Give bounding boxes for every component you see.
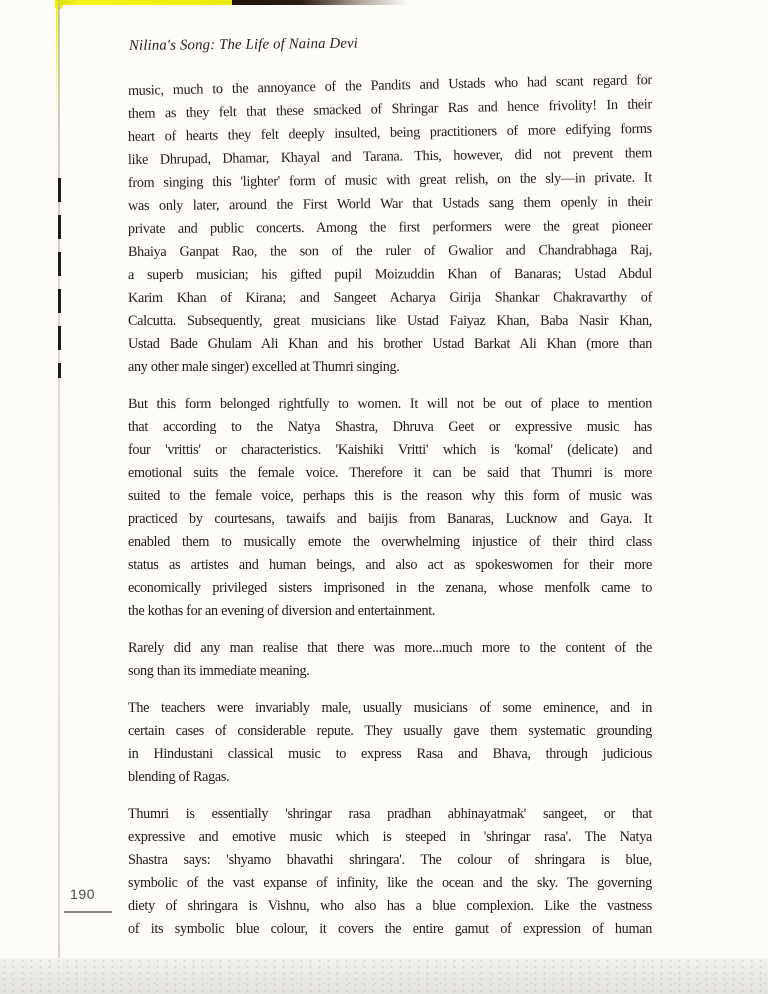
text-line: Karim Khan of Kirana; and Sangeet Acharya Girija Shankar Chakravarthy of: [127, 289, 653, 306]
text-line: heart of hearts they felt deeply insulted, being practitioners of more edifying forms: [127, 120, 653, 145]
text-line: Rarely did any man realise that there was more...much more to the content of the: [128, 640, 652, 656]
text-line: private and public concerts. Among the first performers were the great pioneer: [127, 217, 653, 237]
text-line: emotional suits the female voice. Therefore it can be said that Thumri is more: [128, 465, 652, 481]
text-line: Thumri is essentially 'shringar rasa pradhan abhinayatmak' sangeet, or that: [128, 806, 652, 822]
text-line: practiced by courtesans, tawaifs and baijis from Banaras, Lucknow and Gaya. It: [128, 511, 652, 527]
text-line: music, much to the annoyance of the Pandits and Ustads who had scant regard for: [127, 72, 653, 99]
text-line: certain cases of considerable repute. They usually gave them systematic grounding: [128, 723, 652, 739]
cover-edge-dark-strip: [232, 0, 407, 5]
text-line: economically privileged sisters imprisoned in the zenana, whose menfolk came to: [128, 580, 652, 596]
page-number-rule: [64, 911, 112, 913]
text-line: symbolic of the vast expanse of infinity, like the ocean and the sky. The governing: [128, 875, 652, 891]
text-line: a superb musician; his gifted pupil Moizuddin Khan of Banaras; Ustad Abdul: [127, 265, 653, 283]
text-line: blending of Ragas.: [128, 769, 230, 785]
running-header: Nilina's Song: The Life of Naina Devi: [128, 35, 359, 54]
text-line: like Dhrupad, Dhamar, Khayal and Tarana. This, however, did not prevent them: [127, 145, 653, 168]
text-line: the kothas for an evening of diversion and entertainment.: [128, 603, 436, 619]
text-line: The teachers were invariably male, usually musicians of some eminence, and in: [128, 700, 652, 716]
text-line: But this form belonged rightfully to women. It will not be out of place to mention: [127, 395, 653, 412]
text-line: them as they felt that these smacked of Shringar Ras and hence frivolity! In their: [127, 96, 653, 122]
text-line: song than its immediate meaning.: [128, 663, 310, 679]
text-line: status as artistes and human beings, and also act as spokeswomen for their more: [128, 557, 652, 573]
page-number-block: [64, 886, 116, 913]
paragraph: [127, 72, 653, 379]
text-line: Calcutta. Subsequently, great musicians like Ustad Faiyaz Khan, Baba Nasir Khan,: [128, 313, 652, 329]
body-text: [127, 72, 653, 955]
paragraph: [128, 393, 652, 623]
text-line: in Hindustani classical music to express Rasa and Bhava, through judicious: [128, 746, 652, 762]
text-line: of its symbolic blue colour, it covers the entire gamut of expression of human: [128, 921, 652, 937]
text-line: expressive and emotive music which is steeped in 'shringar rasa'. The Natya: [128, 829, 652, 845]
page-fold-dashes: [58, 178, 61, 378]
text-line: suited to the female voice, perhaps this is the reason why this form of music was: [128, 488, 652, 504]
text-line: Bhaiya Ganpat Rao, the son of the ruler of Gwalior and Chandrabhaga Raj,: [127, 241, 653, 260]
cover-edge-yellow-strip: [57, 0, 232, 5]
text-line: enabled them to musically emote the overwhelming injustice of their third class: [128, 534, 652, 550]
paragraph: [128, 637, 652, 683]
text-line: Shastra says: 'shyamo bhavathi shringara'. The colour of shringara is blue,: [128, 852, 652, 868]
page-fold-line: [58, 4, 60, 992]
text-line: from singing this 'lighter' form of music with great relish, on the sly—in private. It: [127, 169, 653, 191]
text-line: Ustad Bade Ghulam Ali Khan and his brother Ustad Barkat Ali Khan (more than: [128, 336, 652, 352]
page-number: 190: [70, 886, 96, 902]
text-line: four 'vrittis' or characteristics. 'Kaishiki Vritti' which is 'komal' (delicate) and: [128, 442, 652, 458]
text-line: diety of shringara is Vishnu, who also has a blue complexion. Like the vastness: [128, 898, 652, 914]
text-line: that according to the Natya Shastra, Dhruva Geet or expressive music has: [128, 419, 652, 435]
paragraph: [128, 803, 652, 941]
text-line: any other male singer) excelled at Thumri singing.: [128, 359, 400, 375]
paragraph: [128, 697, 652, 789]
scan-bottom-edge: [0, 958, 768, 994]
text-line: was only later, around the First World War that Ustads sang them openly in their: [127, 193, 653, 214]
